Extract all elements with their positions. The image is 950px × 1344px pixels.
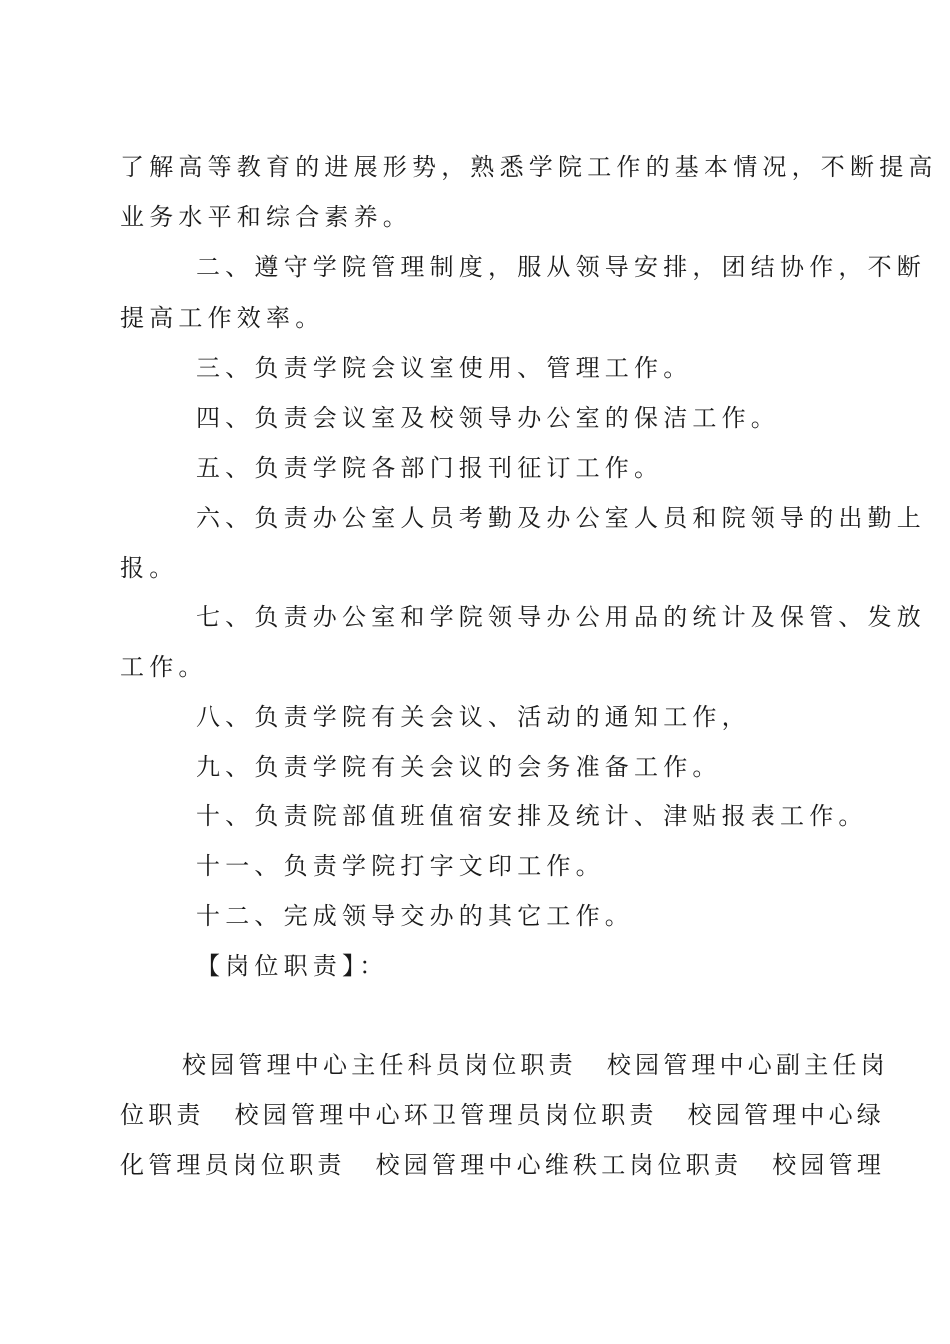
duty-item-7: 七、负责办公室和学院领导办公用品的统计及保管、发放 (196, 603, 926, 631)
related-links-line (120, 1100, 886, 1130)
duty-item-10: 十、负责院部值班值宿安排及统计、津贴报表工作。 (196, 802, 868, 830)
related-link[interactable]: 位职责 (120, 1101, 205, 1129)
duty-item-2: 二、遵守学院管理制度，服从领导安排，团结协作，不断 (196, 253, 926, 281)
related-link[interactable]: 校园管理中心主任科员岗位职责 (182, 1051, 577, 1079)
duty-item-8: 八、负责学院有关会议、活动的通知工作， (196, 703, 751, 731)
related-link[interactable]: 校园管理中心环卫管理员岗位职责 (234, 1101, 658, 1129)
duty-item-4: 四、负责会议室及校领导办公室的保洁工作。 (196, 404, 780, 432)
duty-item-11: 十一、负责学院打字文印工作。 (196, 852, 605, 880)
duty-item-6: 六、负责办公室人员考勤及办公室人员和院领导的出勤上 (196, 504, 926, 532)
body-text-line: 工作。 (120, 653, 208, 681)
related-link[interactable]: 校园管理中心副主任岗 (606, 1051, 889, 1079)
body-text-line: 提高工作效率。 (120, 304, 325, 332)
related-link[interactable]: 校园管理 (772, 1151, 886, 1179)
body-text-line: 报。 (120, 554, 179, 582)
duty-item-12: 十二、完成领导交办的其它工作。 (196, 902, 634, 930)
duty-item-5: 五、负责学院各部门报刊征订工作。 (196, 454, 664, 482)
related-links-line (182, 1050, 889, 1080)
body-text-line: 业务水平和综合素养。 (120, 203, 412, 231)
body-text-line: 了解高等教育的进展形势，熟悉学院工作的基本情况，不断提高 (120, 153, 938, 181)
related-link[interactable]: 校园管理中心维秩工岗位职责 (375, 1151, 743, 1179)
section-heading: 【岗位职责】： (196, 952, 389, 980)
related-link[interactable]: 化管理员岗位职责 (120, 1151, 346, 1179)
related-links-line (120, 1150, 886, 1180)
related-link[interactable]: 校园管理中心绿 (687, 1101, 886, 1129)
duty-item-9: 九、负责学院有关会议的会务准备工作。 (196, 753, 722, 781)
duty-item-3: 三、负责学院会议室使用、管理工作。 (196, 354, 693, 382)
